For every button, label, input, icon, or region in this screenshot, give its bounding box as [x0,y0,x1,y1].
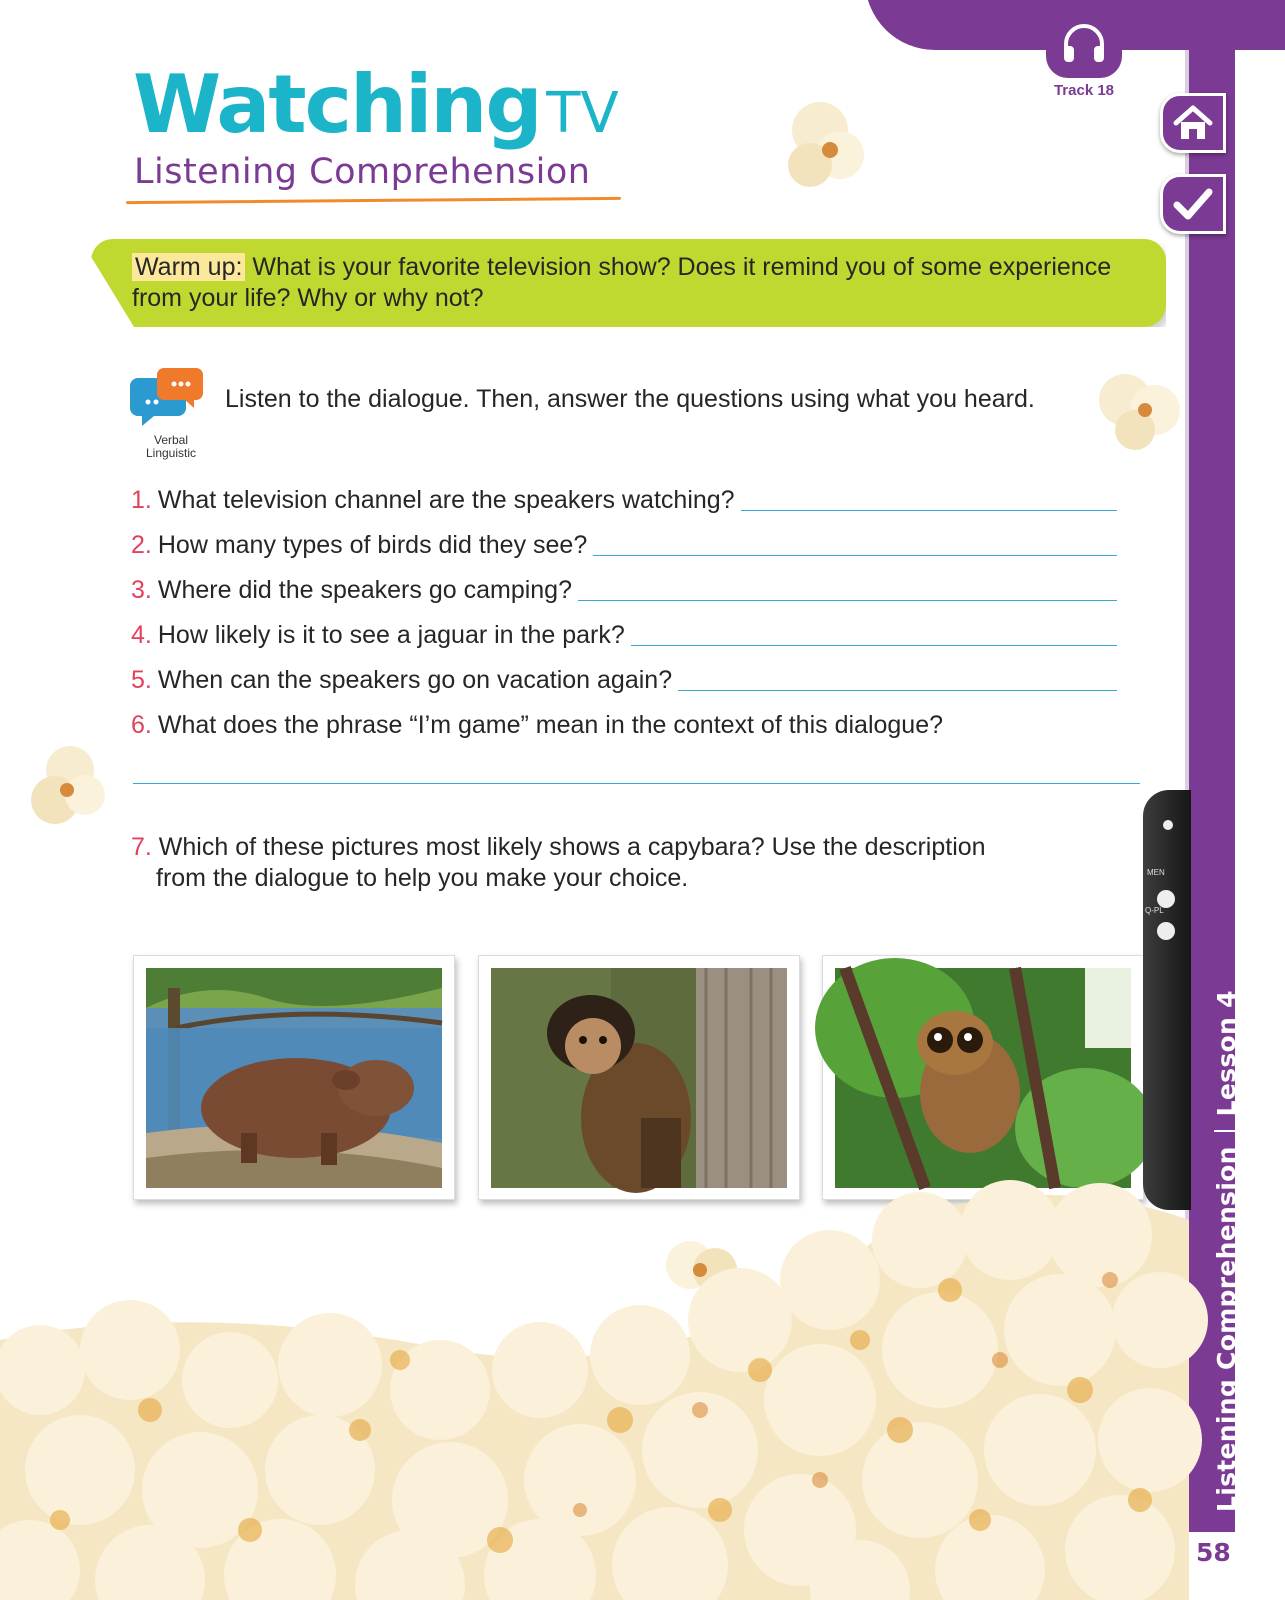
question-3 [131,576,1117,605]
popcorn-kernel-icon [780,95,870,200]
answer-line-5[interactable] [678,690,1117,691]
checkmark-icon [1172,186,1214,222]
question-number: 3. [131,576,152,604]
track-label: Track 18 [1053,82,1115,99]
audio-track-button[interactable] [1042,10,1126,99]
answer-line-6[interactable] [133,783,1140,784]
side-separator [1214,1130,1242,1132]
tarsier-image [835,968,1131,1188]
capybara-image [146,968,442,1188]
popcorn-kernel-icon [1090,365,1190,455]
warmup-question: What is your favorite television show? Does it remind you of some experience from your life? Why or why not? [132,253,1112,312]
subtitle-underline [126,197,621,204]
photo-option-tarsier[interactable] [822,955,1144,1200]
headphones-icon[interactable] [1046,10,1122,78]
popcorn-pile-image [0,1180,1189,1600]
question-number: 4. [131,621,152,649]
remote-button [1163,820,1173,830]
question-7 [131,832,1011,894]
question-6 [131,711,943,740]
warmup-label: Warm up: [132,253,245,281]
question-4 [131,621,1117,650]
side-lesson-label: Lesson 4 [1212,990,1241,1117]
photo-option-capybara[interactable] [133,955,455,1200]
question-number: 6. [131,711,152,739]
question-text: What does the phrase “I’m game” mean in the context of this dialogue? [157,711,944,739]
question-number: 2. [131,531,152,559]
home-icon [1172,103,1214,143]
title-tail: TV [546,81,619,146]
question-text: What television channel are the speakers watching? [157,486,735,514]
remote-label-men: MEN [1147,868,1165,877]
speech-bubbles-icon [130,364,205,432]
answer-line-3[interactable] [578,600,1117,601]
page-number: 58 [1196,1538,1231,1567]
warmup-text [132,252,1142,314]
question-7-line2: from the dialogue to help you make your choice. [156,864,689,892]
question-text: When can the speakers go on vacation again? [157,666,673,694]
check-answers-button[interactable] [1160,174,1226,234]
question-text: Where did the speakers go camping? [157,576,572,604]
capuchin-monkey-image [491,968,787,1188]
popcorn-kernel-icon [25,740,115,840]
answer-line-1[interactable] [741,510,1117,511]
activity-instruction: Listen to the dialogue. Then, answer the questions using what you heard. [225,385,1035,413]
question-5 [131,666,1117,695]
page-subtitle: Listening Comprehension [134,152,591,192]
question-2 [131,531,1117,560]
question-number: 5. [131,666,152,694]
home-button[interactable] [1160,93,1226,153]
page-title [133,58,619,151]
photo-option-monkey[interactable] [478,955,800,1200]
question-number: 7. [131,833,152,861]
side-section-title: Listening Comprehension [1212,1146,1241,1512]
remote-label-qpl: Q-PL [1145,906,1164,915]
answer-line-4[interactable] [631,645,1117,646]
answer-line-2[interactable] [593,555,1117,556]
question-text: How many types of birds did they see? [157,531,588,559]
question-text: How likely is it to see a jaguar in the park? [157,621,625,649]
activity-icon-label: Verbal Linguistic [145,433,197,460]
remote-button [1157,922,1175,940]
question-number: 1. [131,486,152,514]
side-section-label [1212,990,1242,1512]
question-7-line1: Which of these pictures most likely shows a capybara? Use the description [151,833,986,861]
title-main: Watching [133,58,541,151]
question-1 [131,486,1117,515]
tv-remote-image [1143,790,1191,1210]
